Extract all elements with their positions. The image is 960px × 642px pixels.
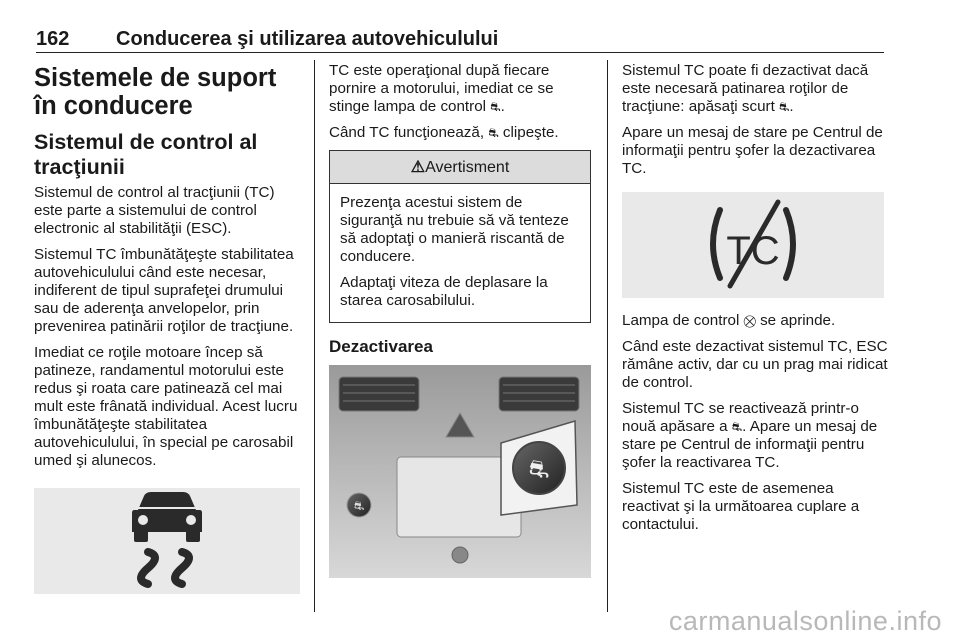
traction-control-illustration xyxy=(34,488,300,594)
warning-body xyxy=(330,184,590,322)
paragraph: Sistemul TC poate fi dezactivat dacă este necesară patinarea roţilor de tracţiune: apăsaţi scurt ⛐. xyxy=(622,62,869,115)
svg-text:⛐: ⛐ xyxy=(353,499,365,513)
traction-control-icon: ⛐ xyxy=(490,100,501,114)
car-skid-icon xyxy=(34,488,300,594)
traction-control-icon: ⛐ xyxy=(731,420,743,434)
paragraph: Sistemul TC îmbunătăţeşte stabilitatea autovehiculului când este necesar, indiferent de tipul suprafeţei drumului sau de aderenţa anvelopelor, prin prevenirea patinării roţilor de tracţiune. xyxy=(34,246,294,335)
warning-paragraph: Prezenţa acestui sistem de siguranţă nu trebuie să vă tenteze să adoptaţi o manieră riscantă de conducere. xyxy=(340,194,569,265)
subsection-title: Sistemul de control al tracţiunii xyxy=(34,130,258,179)
traction-control-icon: ⛐ xyxy=(779,100,790,114)
air-vent-left xyxy=(339,377,419,411)
center-console-image xyxy=(329,365,591,578)
subheading-deactivation: Dezactivarea xyxy=(329,337,433,356)
column-divider-2 xyxy=(607,60,608,612)
column-3 xyxy=(622,62,888,542)
page-number: 162 xyxy=(36,28,70,50)
warning-icon: ⚠ xyxy=(410,159,426,176)
dashboard-illustration xyxy=(329,365,591,578)
paragraph: Apare un mesaj de stare pe Centrul de informaţii pentru şofer la dezactivarea TC. xyxy=(622,124,883,177)
chapter-title: Conducerea şi utilizarea autovehiculului xyxy=(116,28,499,50)
warning-paragraph: Adaptaţi viteza de deplasare la starea carosabilului. xyxy=(340,274,548,309)
watermark: carmanualsonline.info xyxy=(668,606,942,636)
traction-control-icon: ⛐ xyxy=(488,126,499,140)
column-2 xyxy=(329,62,591,578)
tc-off-lamp-label: TC xyxy=(726,229,780,273)
tc-off-icon xyxy=(622,192,884,298)
section-title: Sistemele de suport în conducere xyxy=(34,64,277,120)
column-1 xyxy=(34,62,300,594)
paragraph: Sistemul TC se reactivează printr-o nouă apăsare a ⛐. Apare un mesaj de stare pe Centrul de informaţii pentru şofer la reactivarea TC. xyxy=(622,400,878,471)
header-divider xyxy=(36,52,884,53)
warning-header: ⚠Avertisment xyxy=(330,151,590,184)
tc-off-icon: ⛒ xyxy=(743,314,756,328)
paragraph: Când TC funcţionează, ⛐ clipeşte. xyxy=(329,124,559,141)
page-header xyxy=(36,28,884,54)
warning-box xyxy=(329,150,591,323)
column-divider-1 xyxy=(314,60,315,612)
air-vent-right xyxy=(499,377,579,411)
tc-off-lamp-illustration xyxy=(622,192,884,298)
paragraph: Lampa de control ⛒ se aprinde. xyxy=(622,312,836,329)
paragraph: Imediat ce roţile motoare încep să patineze, randamentul motorului este redus şi roata care patinează cel mai mult este frânată individual. Acest lucru îmbunătăţeşte stabilitatea autovehiculului, în special pe carosabil umed şi alunecos. xyxy=(34,344,298,469)
paragraph: TC este operaţional după fiecare pornire a motorului, imediat ce se stinge lampa de control ⛐. xyxy=(329,62,554,115)
paragraph: Sistemul de control al tracţiunii (TC) este parte a sistemului de control electronic al stabilităţii (ESC). xyxy=(34,184,275,237)
paragraph: Sistemul TC este de asemenea reactivat şi la următoarea cuplare a contactului. xyxy=(622,480,860,533)
paragraph: Când este dezactivat sistemul TC, ESC rămâne activ, dar cu un prag mai ridicat de control. xyxy=(622,338,888,391)
svg-text:⛐: ⛐ xyxy=(528,455,550,483)
